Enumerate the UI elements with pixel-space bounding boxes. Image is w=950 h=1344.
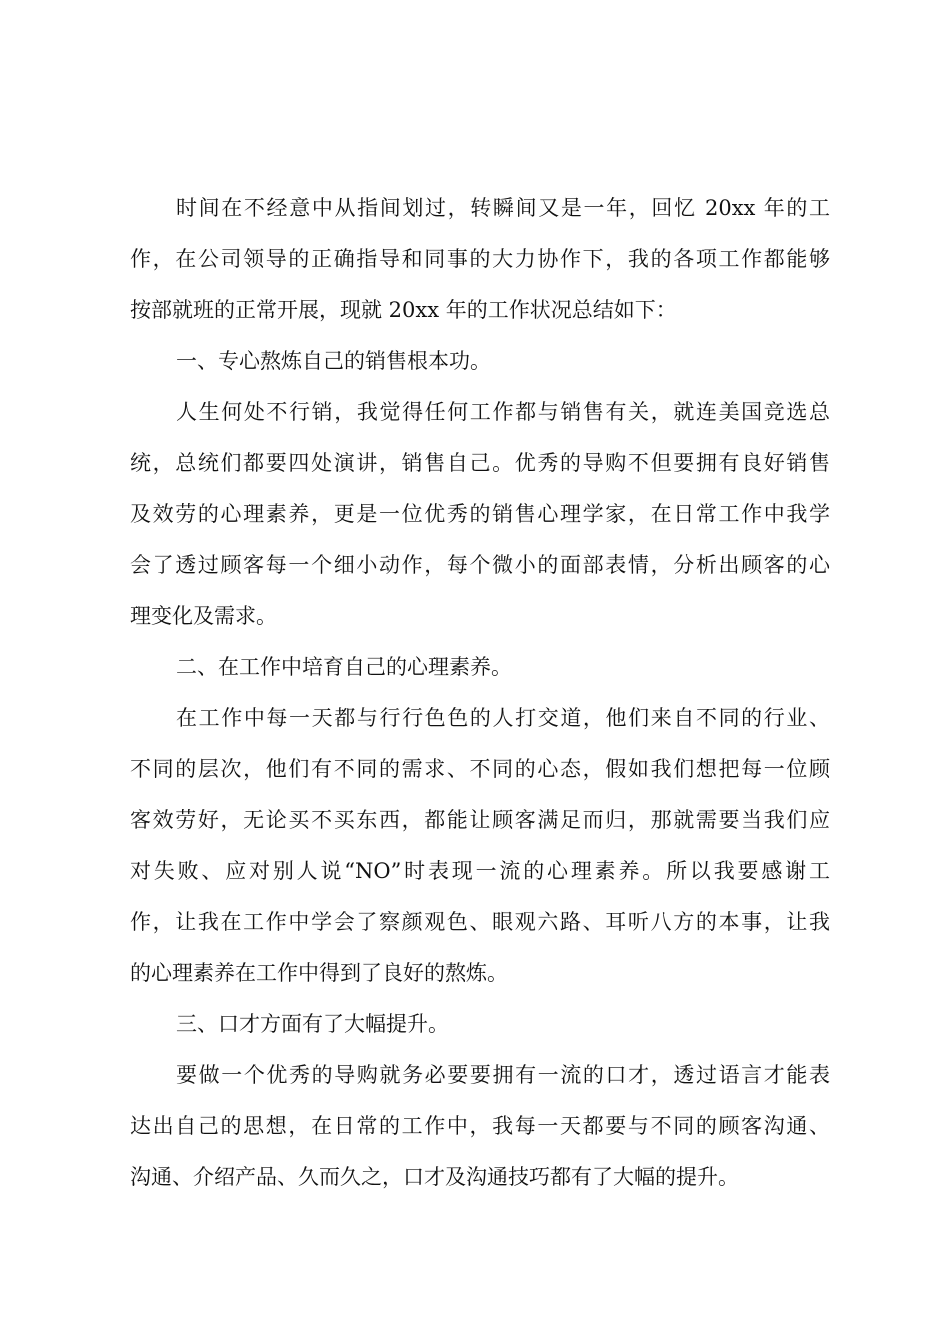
paragraph-intro-line-3: 按部就班的正常开展，现就 20xx 年的工作状况总结如下： — [130, 298, 677, 322]
paragraph-sales-line-5: 理变化及需求。 — [130, 604, 277, 628]
document-body — [130, 190, 830, 1210]
paragraph-psychology-line-4: 对失败、应对别人说“NO”时表现一流的心理素养。所以我要感谢工 — [130, 859, 830, 883]
paragraph-psychology-line-2: 不同的层次，他们有不同的需求、不同的心态，假如我们想把每一位顾 — [130, 757, 830, 781]
paragraph-sales-line-3: 及效劳的心理素养，更是一位优秀的销售心理学家，在日常工作中我学 — [130, 502, 830, 526]
paragraph-psychology-line-3: 客效劳好，无论买不买东西，都能让顾客满足而归，那就需要当我们应 — [130, 808, 830, 832]
paragraph-psychology-line-5: 作，让我在工作中学会了察颜观色、眼观六路、耳听八方的本事，让我 — [130, 910, 830, 934]
section-heading-3: 三、口才方面有了大幅提升。 — [176, 1012, 449, 1036]
paragraph-intro-line-2: 作，在公司领导的正确指导和同事的大力协作下，我的各项工作都能够 — [130, 247, 830, 271]
paragraph-eloquence-line-3: 沟通、介绍产品、久而久之，口才及沟通技巧都有了大幅的提升。 — [130, 1165, 739, 1189]
section-heading-1: 一、专心熬炼自己的销售根本功。 — [176, 349, 491, 373]
paragraph-eloquence-line-1: 要做一个优秀的导购就务必要要拥有一流的口才，透过语言才能表 — [176, 1063, 830, 1087]
paragraph-sales-line-2: 统，总统们都要四处演讲，销售自己。优秀的导购不但要拥有良好销售 — [130, 451, 830, 475]
paragraph-eloquence-line-2: 达出自己的思想，在日常的工作中，我每一天都要与不同的顾客沟通、 — [130, 1114, 830, 1138]
paragraph-psychology-line-6: 的心理素养在工作中得到了良好的熬炼。 — [130, 961, 508, 985]
paragraph-psychology-line-1: 在工作中每一天都与行行色色的人打交道，他们来自不同的行业、 — [176, 706, 830, 730]
section-heading-2: 二、在工作中培育自己的心理素养。 — [176, 655, 512, 679]
paragraph-sales-line-4: 会了透过顾客每一个细小动作，每个微小的面部表情，分析出顾客的心 — [130, 553, 830, 577]
paragraph-sales-line-1: 人生何处不行销，我觉得任何工作都与销售有关，就连美国竞选总 — [176, 400, 830, 424]
paragraph-intro-line-1: 时间在不经意中从指间划过，转瞬间又是一年，回忆 20xx 年的工 — [176, 196, 830, 220]
